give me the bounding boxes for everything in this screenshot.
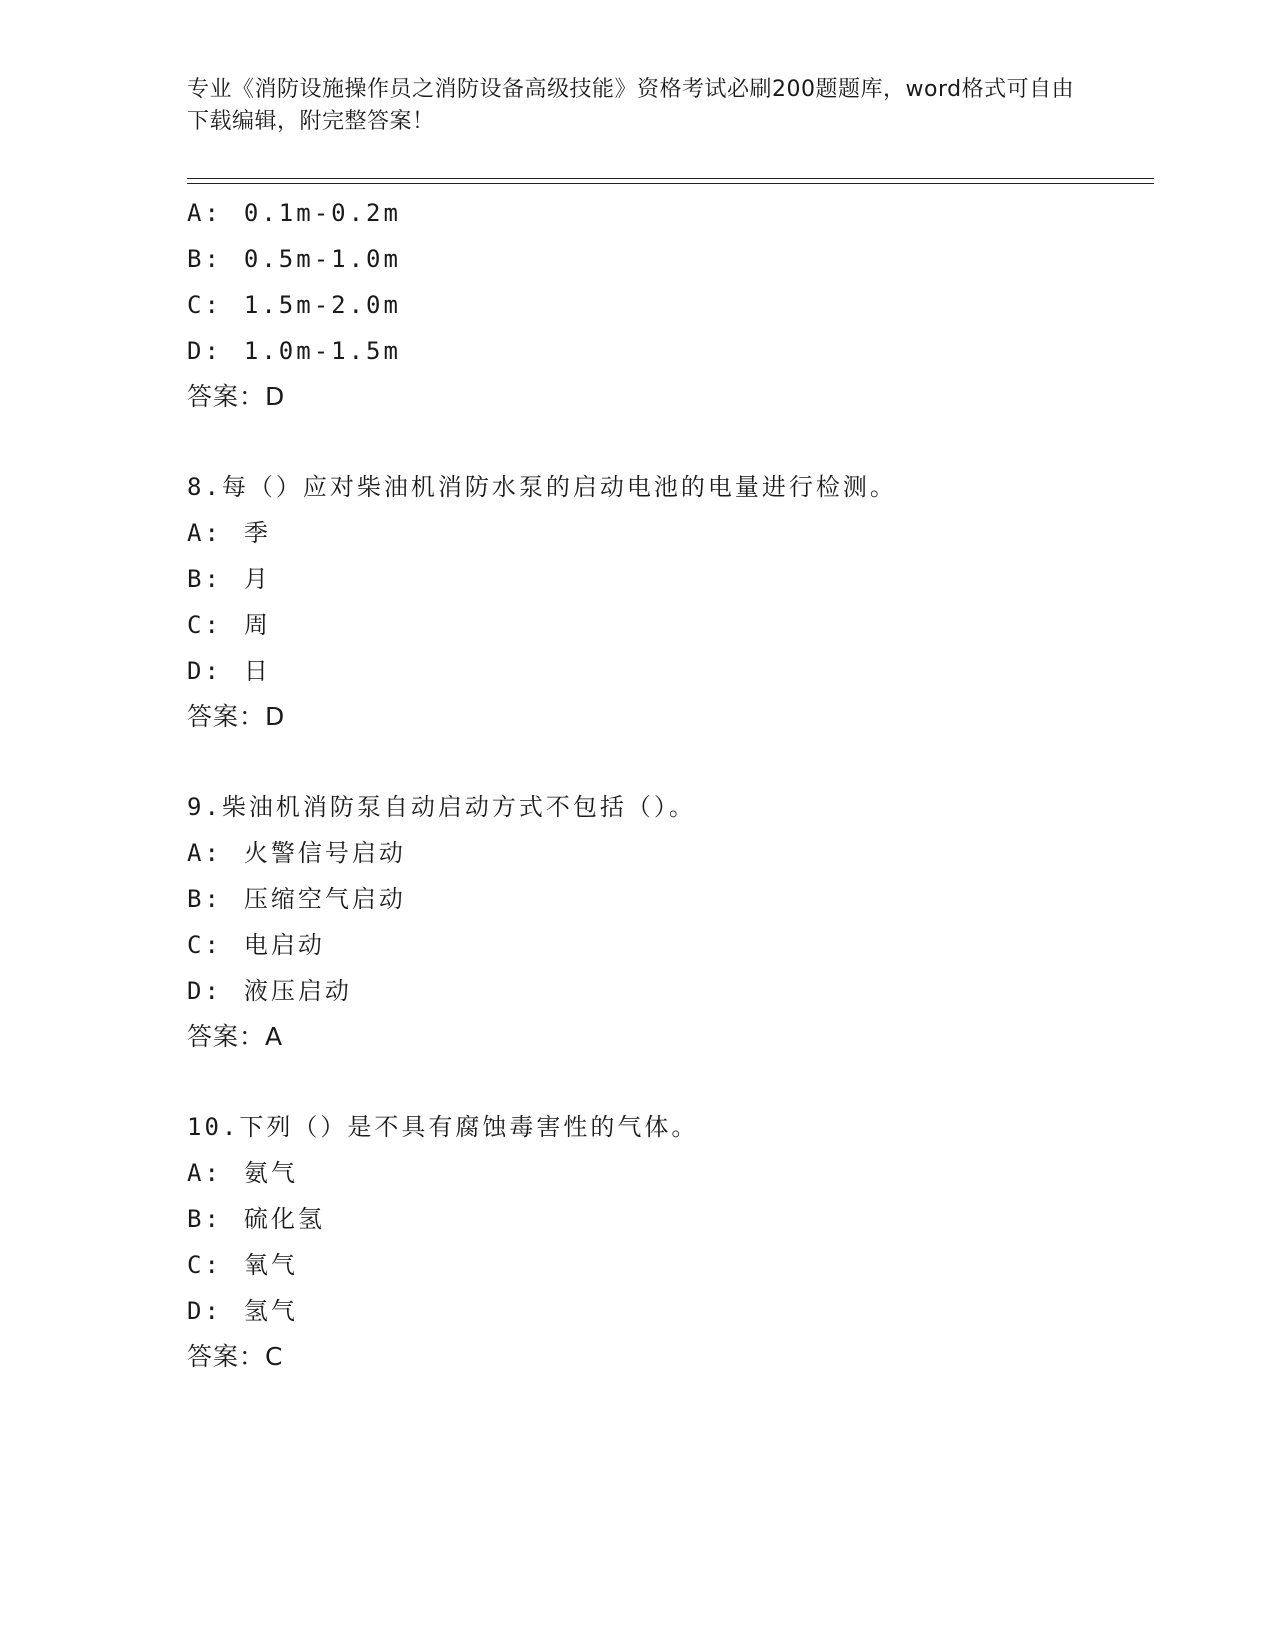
option-a: A: 0.1m-0.2m xyxy=(187,199,401,227)
question-7-continued xyxy=(187,190,1147,420)
option-c: C: 电启动 xyxy=(187,931,325,959)
document-title: 专业《消防设施操作员之消防设备高级技能》资格考试必刷200题题库，word格式可自由下载编辑，附完整答案！ xyxy=(187,77,1075,134)
answer-line: 答案：D xyxy=(187,382,286,411)
option-b: B: 0.5m-1.0m xyxy=(187,245,401,273)
option-d: D: 日 xyxy=(187,657,271,685)
question-10 xyxy=(187,1104,1147,1380)
option-d: D: 液压启动 xyxy=(187,977,352,1005)
option-c: C: 氧气 xyxy=(187,1251,298,1279)
option-b: B: 硫化氢 xyxy=(187,1205,325,1233)
option-d: D: 氢气 xyxy=(187,1297,298,1325)
option-d: D: 1.0m-1.5m xyxy=(187,337,401,365)
option-c: C: 1.5m-2.0m xyxy=(187,291,401,319)
header-rule-bottom xyxy=(187,183,1154,184)
question-8 xyxy=(187,464,1147,740)
option-b: B: 压缩空气启动 xyxy=(187,885,406,913)
option-b: B: 月 xyxy=(187,565,271,593)
header-rule-top xyxy=(187,178,1154,179)
option-c: C: 周 xyxy=(187,611,271,639)
question-stem: 9.柴油机消防泵自动启动方式不包括（）。 xyxy=(187,793,696,821)
option-a: A: 季 xyxy=(187,519,271,547)
answer-line: 答案：D xyxy=(187,702,286,731)
answer-line: 答案：C xyxy=(187,1342,284,1371)
question-stem: 10.下列（）是不具有腐蚀毒害性的气体。 xyxy=(187,1113,699,1141)
question-9 xyxy=(187,784,1147,1060)
question-stem: 8.每（）应对柴油机消防水泵的启动电池的电量进行检测。 xyxy=(187,473,897,501)
option-a: A: 氨气 xyxy=(187,1159,298,1187)
question-list xyxy=(187,190,1147,1424)
answer-line: 答案：A xyxy=(187,1022,284,1051)
option-a: A: 火警信号启动 xyxy=(187,839,406,867)
